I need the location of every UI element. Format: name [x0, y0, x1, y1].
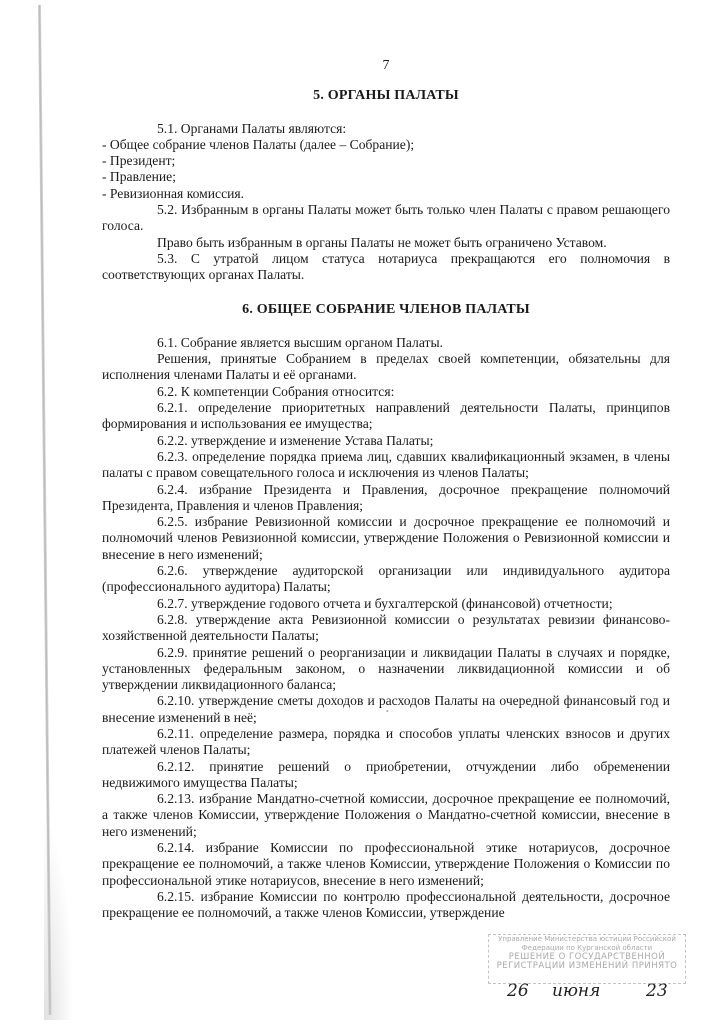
registration-stamp [488, 934, 686, 984]
handwritten-day: 26 [507, 981, 529, 1001]
paragraph: Решения, принятые Собранием в пределах своей компетенции, обязательны для исполнения членами Палаты и её органами. [102, 351, 670, 383]
paragraph: 6.2.13. избрание Мандатно-счетной комиссии, досрочное прекращение ее полномочий, а также членов Комиссии, утверждение Положения о Мандатно-счетной комиссии, внесение в него изменений; [102, 791, 670, 839]
document-page [102, 58, 670, 922]
section-6-title: 6. ОБЩЕЕ СОБРАНИЕ ЧЛЕНОВ ПАЛАТЫ [242, 301, 530, 317]
paragraph: 6.2.15. избрание Комиссии по контролю профессиональной деятельности, досрочное прекращение ее полномочий, а также членов Комиссии, утверждение [102, 888, 670, 921]
handwritten-year: 23 [646, 981, 668, 1001]
paragraph: 6.2.10. утверждение сметы доходов и расходов Палаты на очередной финансовый год и внесение изменений в неё; [102, 693, 670, 725]
list-item: - Ревизионная комиссия. [102, 185, 245, 201]
list-item: - Президент; [102, 153, 176, 169]
section-6-body [102, 335, 670, 922]
paragraph: 6.2.14. избрание Комиссии по профессиональной этике нотариусов, досрочное прекращение ее полномочий, а также членов Комиссии, утверждение Положения о Комиссии по профессиональной этике нотариусов, внесение в него изменений; [102, 840, 670, 888]
page-number: 7 [382, 58, 390, 73]
section-5-intro: 5.1. Органами Палаты являются: [157, 120, 347, 136]
paragraph: 6.2. К компетенции Собрания относится: [157, 383, 395, 399]
paragraph: 6.2.3. определение порядка приема лиц, сдавших квалификационный экзамен, в члены палаты с правом совещательного голоса и исключения из членов Палаты; [102, 448, 670, 481]
paragraph: 5.2. Избранным в органы Палаты может быть только член Палаты с правом решающего голоса. [102, 202, 670, 234]
paragraph: 6.2.6. утверждение аудиторской организации или индивидуального аудитора (профессионального аудитора) Палаты; [102, 563, 670, 595]
paragraph: 6.2.7. утверждение годового отчета и бухгалтерской (финансовой) отчетности; [157, 595, 613, 611]
paragraph: 6.2.5. избрание Ревизионной комиссии и досрочное прекращение ее полномочий и полномочий членов Ревизионной комиссии, утверждение Положения о Ревизионной комиссии и внесение в него изменений; [102, 514, 670, 562]
list-item: - Общее собрание членов Палаты (далее – Собрание); [102, 136, 415, 152]
paragraph: Право быть избранным в органы Палаты не может быть ограничено Уставом. [157, 234, 607, 250]
stamp-line: РЕШЕНИЕ О ГОСУДАРСТВЕННОЙ [508, 952, 666, 962]
paragraph: 6.2.2. утверждение и изменение Устава Палаты; [157, 432, 434, 448]
paragraph: 5.3. С утратой лицом статуса нотариуса прекращаются его полномочия в соответствующих органах Палаты. [102, 250, 670, 283]
list-item: - Правление; [102, 169, 176, 185]
handwritten-month: июня [552, 981, 601, 1001]
paragraph: 6.1. Собрание является высшим органом Палаты. [157, 334, 443, 350]
paragraph: 6.2.8. утверждение акта Ревизионной комиссии о результатах ревизии финансово-хозяйственной деятельности Палаты; [102, 611, 670, 644]
scan-shadow [44, 820, 74, 1020]
stamp-line: Управление Министерства юстиции Российской [498, 935, 676, 943]
paragraph: 6.2.11. определение размера, порядка и способов уплаты членских взносов и других платежей членов Палаты; [102, 725, 670, 758]
scan-speck: • · [386, 707, 394, 716]
paragraph: 6.2.1. определение приоритетных направлений деятельности Палаты, принципов формирования и использования ее имущества; [102, 400, 670, 432]
stamp-line: Федерации по Курганской области [521, 944, 653, 952]
paragraph: 6.2.12. принятие решений о приобретении, отчуждении либо обременении недвижимого имущества Палаты; [102, 758, 670, 790]
section-5-title: 5. ОРГАНЫ ПАЛАТЫ [313, 88, 459, 104]
paragraph: 6.2.9. принятие решений о реорганизации и ликвидации Палаты в случаях и порядке, установленных федеральным законом, о назначении ликвидационной комиссии и об утверждении ликвидационного баланса; [102, 644, 670, 693]
stamp-line: РЕГИСТРАЦИИ ИЗМЕНЕНИЙ ПРИНЯТО [496, 961, 678, 971]
paragraph: 6.2.4. избрание Президента и Правления, досрочное прекращение полномочий Президента, Правления и членов Правления; [102, 481, 670, 513]
